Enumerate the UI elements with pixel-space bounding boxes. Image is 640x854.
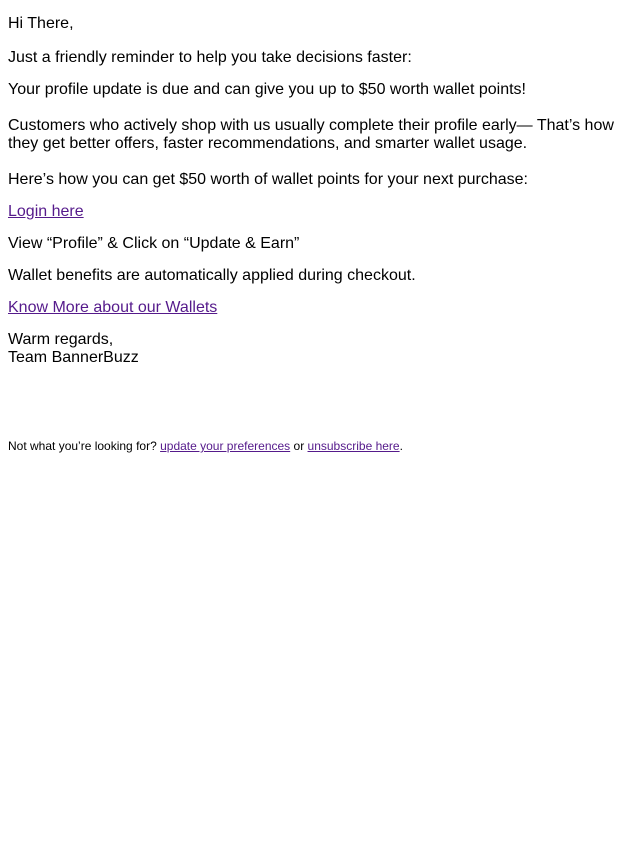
- signature: [8, 331, 632, 367]
- login-paragraph: [8, 203, 632, 221]
- email-footer: [8, 439, 632, 453]
- team-name: Team BannerBuzz: [8, 349, 139, 366]
- know-more-wallets-link[interactable]: Know More about our Wallets: [8, 299, 218, 316]
- login-link[interactable]: Login here: [8, 203, 84, 220]
- how-to-text: Here’s how you can get $50 worth of wallet points for your next purchase:: [8, 171, 528, 188]
- wallet-benefits-text: Wallet benefits are automatically applied during checkout.: [8, 267, 416, 284]
- footer-suffix: .: [399, 439, 403, 453]
- sign-off-text: Warm regards,: [8, 331, 114, 348]
- customers-text: Customers who actively shop with us usually complete their profile early— That’s how they get better offers, faster recommendations, and smarter wallet usage.: [8, 117, 614, 152]
- unsubscribe-link[interactable]: unsubscribe here: [307, 439, 400, 453]
- update-preferences-link[interactable]: update your preferences: [160, 439, 291, 453]
- footer-or: or: [290, 439, 308, 453]
- view-profile-instruction: View “Profile” & Click on “Update & Earn”: [8, 235, 300, 252]
- greeting-text: Hi There,: [8, 15, 74, 32]
- profile-due-text: Your profile update is due and can give you up to $50 worth wallet points!: [8, 81, 526, 98]
- intro-text: Just a friendly reminder to help you take decisions faster:: [8, 49, 412, 66]
- footer-prefix: Not what you’re looking for?: [8, 439, 161, 453]
- know-more-paragraph: [8, 299, 632, 317]
